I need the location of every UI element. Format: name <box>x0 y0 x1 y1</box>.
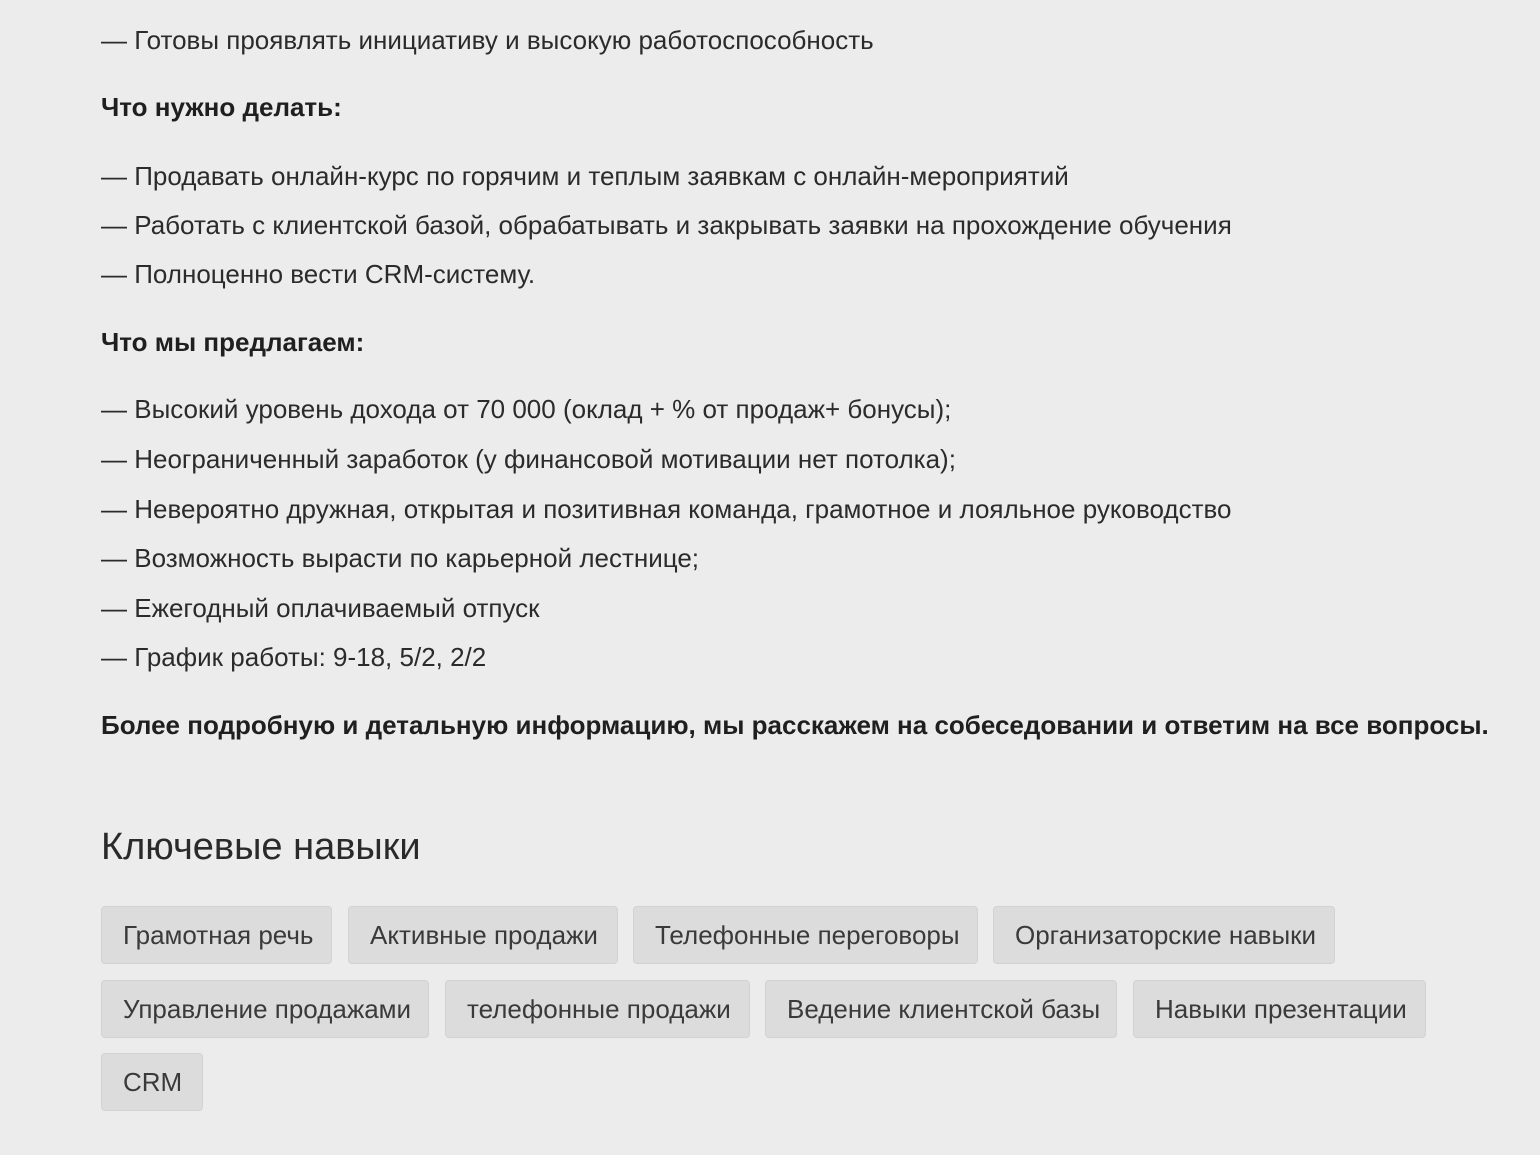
closing-note: Более подробную и детальную информацию, мы расскажем на собеседовании и ответим на все вопросы. <box>101 710 1489 740</box>
skill-tag: Ведение клиентской базы <box>765 980 1117 1038</box>
offer-title: Что мы предлагаем: <box>101 327 365 357</box>
skill-tag: Грамотная речь <box>101 906 332 964</box>
duty-item: — Работать с клиентской базой, обрабатывать и закрывать заявки на прохождение обучения <box>101 210 1232 240</box>
offer-item: — График работы: 9-18, 5/2, 2/2 <box>101 642 487 672</box>
offer-item: — Высокий уровень дохода от 70 000 (оклад + % от продаж+ бонусы); <box>101 394 952 424</box>
skill-tag: CRM <box>101 1053 203 1111</box>
skill-tag: Активные продажи <box>348 906 618 964</box>
duties-title: Что нужно делать: <box>101 92 342 122</box>
duty-item: — Продавать онлайн-курс по горячим и теплым заявкам с онлайн-мероприятий <box>101 161 1069 191</box>
skill-tag: телефонные продажи <box>445 980 750 1038</box>
offer-item: — Возможность вырасти по карьерной лестнице; <box>101 543 700 573</box>
key-skills-title: Ключевые навыки <box>101 826 421 868</box>
skill-tag: Телефонные переговоры <box>633 906 978 964</box>
offer-item: — Ежегодный оплачиваемый отпуск <box>101 593 540 623</box>
skill-tag: Организаторские навыки <box>993 906 1335 964</box>
duty-item: — Полноценно вести CRM-систему. <box>101 259 536 289</box>
requirement-item: — Готовы проявлять инициативу и высокую работоспособность <box>101 25 874 55</box>
offer-item: — Неограниченный заработок (у финансовой мотивации нет потолка); <box>101 444 956 474</box>
offer-item: — Невероятно дружная, открытая и позитивная команда, грамотное и лояльное руководство <box>101 494 1232 524</box>
skill-tag: Навыки презентации <box>1133 980 1426 1038</box>
skill-tag: Управление продажами <box>101 980 429 1038</box>
